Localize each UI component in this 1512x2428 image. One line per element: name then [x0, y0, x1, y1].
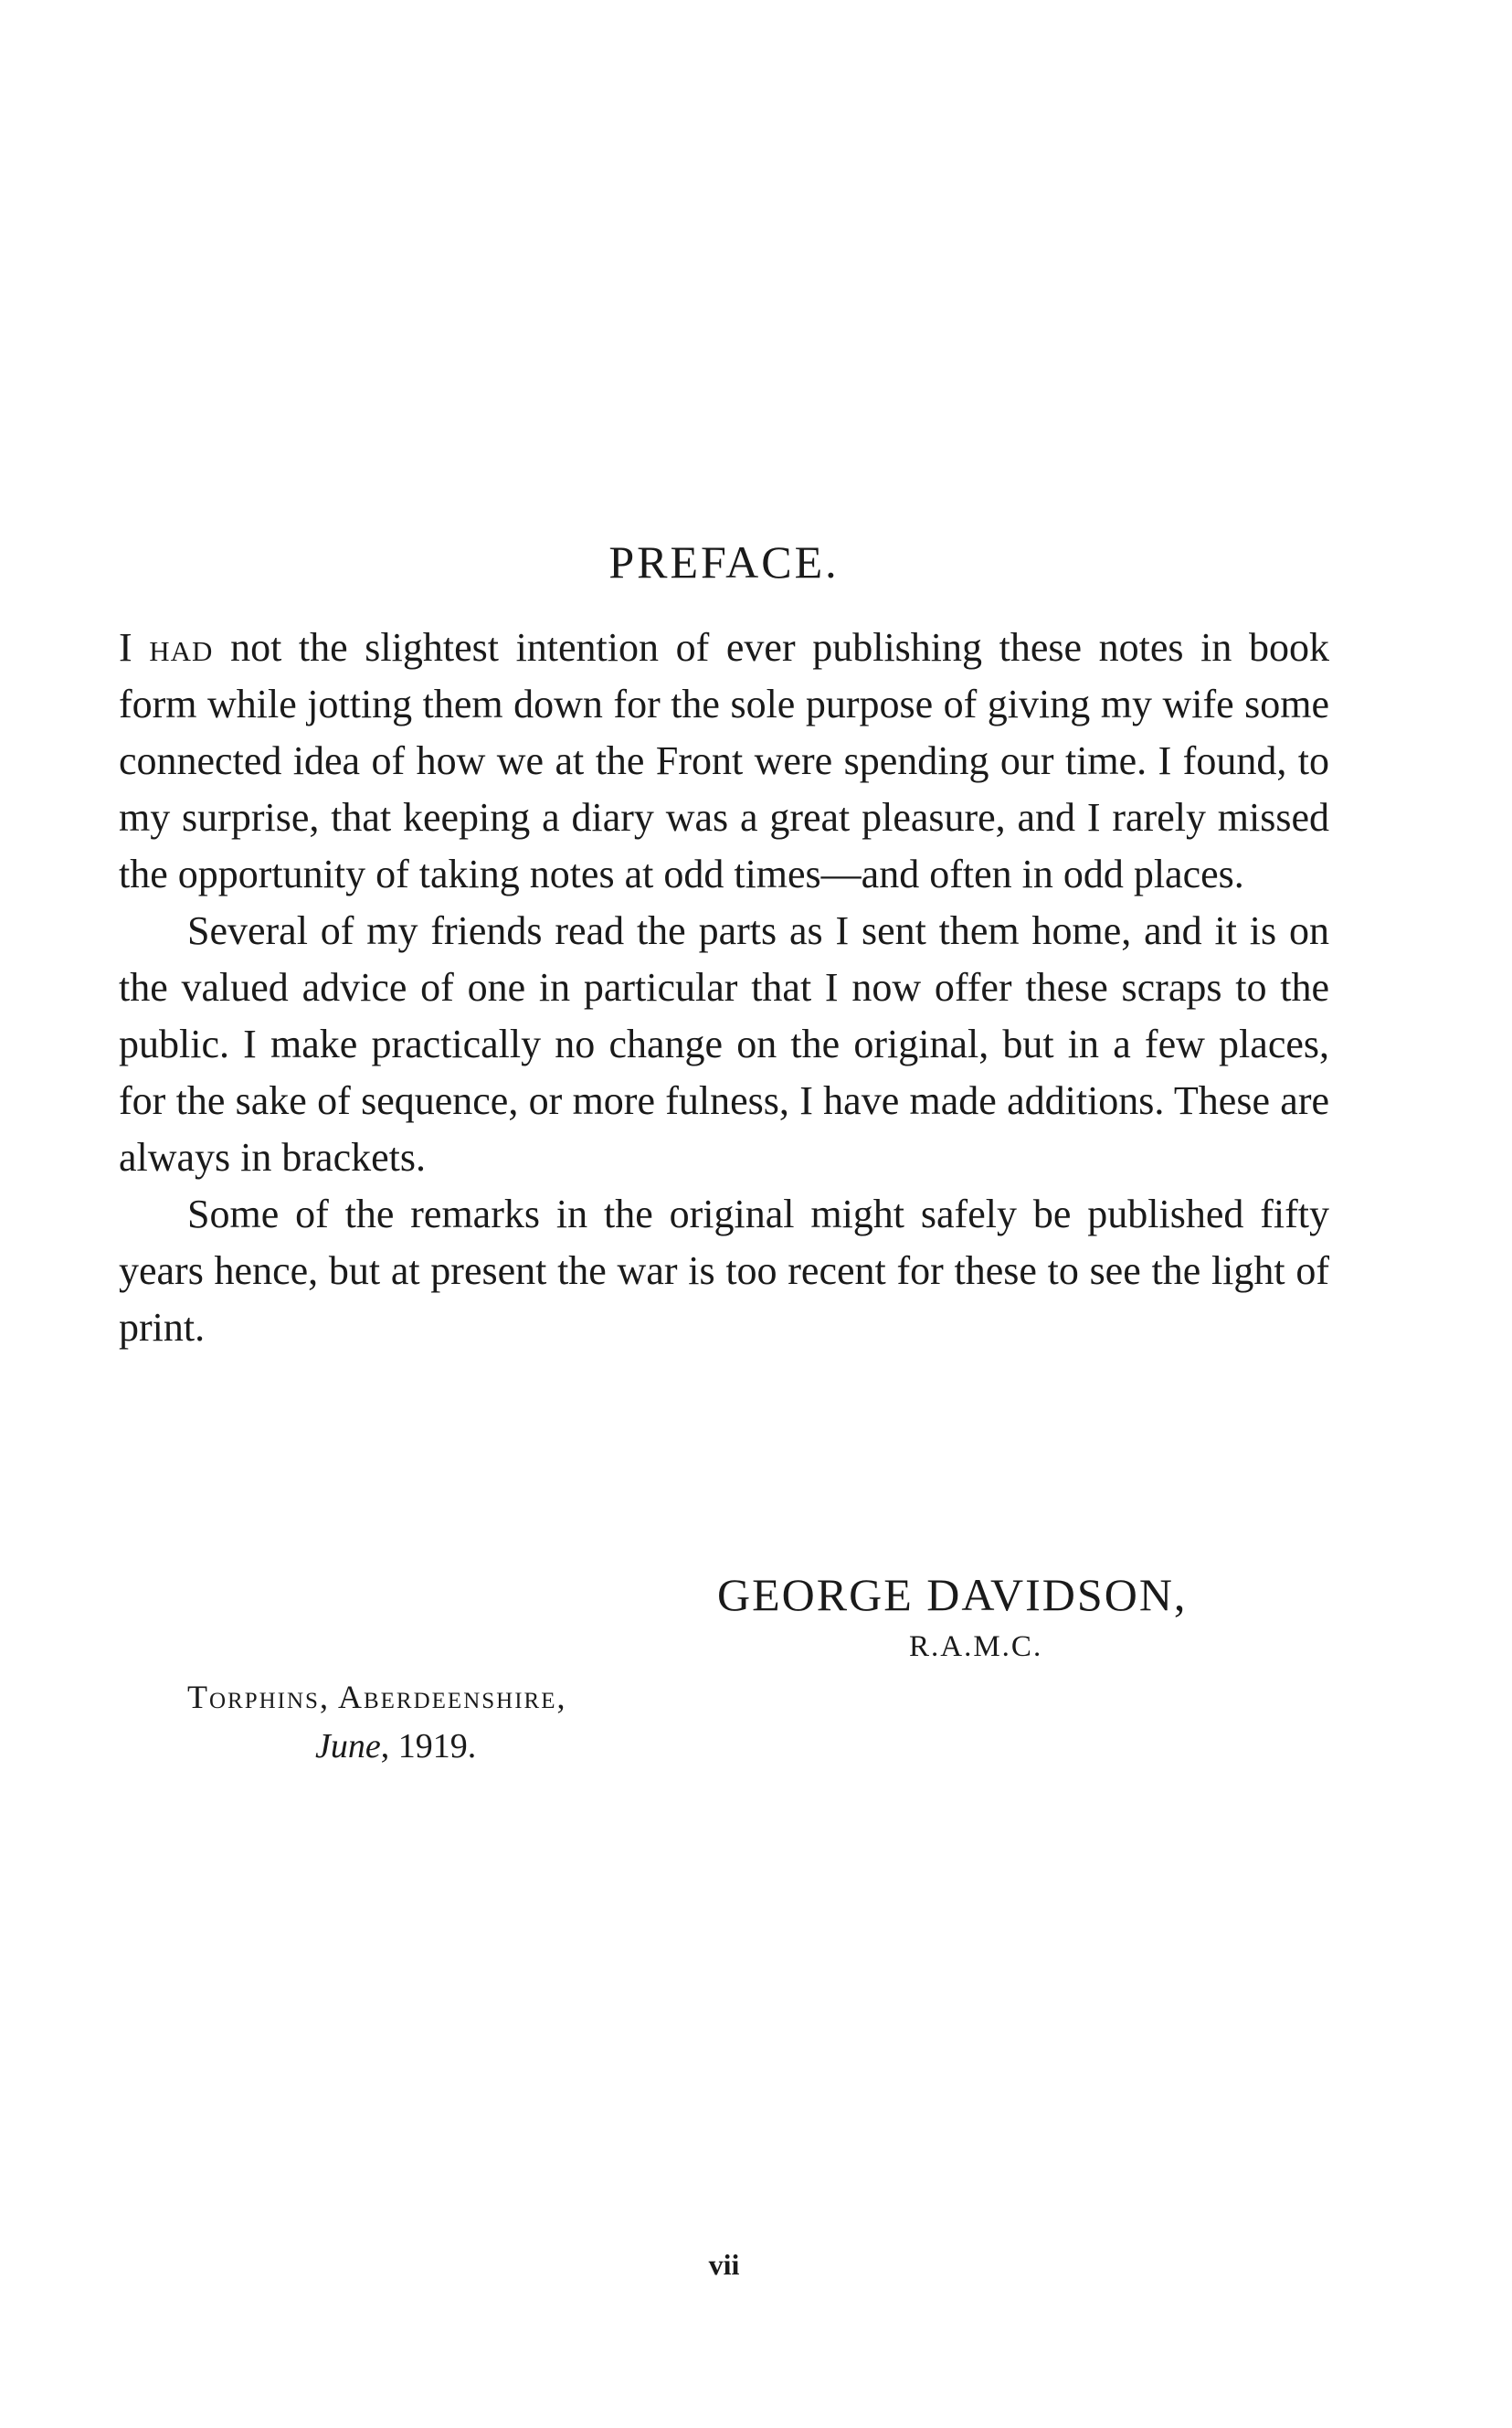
dateline-year: , 1919.: [380, 1727, 477, 1765]
dateline-date: [315, 1723, 476, 1769]
dateline-location: Torphins, Aberdeenshire,: [187, 1679, 567, 1715]
page-number: vii: [708, 2248, 740, 2281]
signature-name: GEORGE DAVIDSON,: [717, 1569, 1188, 1620]
page-title: PREFACE.: [608, 536, 840, 588]
paragraph-1-text: not the slightest intention of ever publishing these notes in book form while jotting them down for the sole purpose of giving my wife some connected idea of how we at the Front were spending our time. I found, to my surprise, that keeping a diary was a great pleasure, and I rarely missed the opportunity of taking notes at odd times—and often in odd places.: [119, 625, 1330, 896]
paragraph-1: [119, 620, 1329, 903]
dateline-month: June: [315, 1727, 381, 1765]
paragraph-3: Some of the remarks in the original might safely be published fifty years hence, but at present the war is too recent for these to see the light of print.: [119, 1192, 1329, 1350]
paragraph-1-lead-smallcaps: had: [149, 625, 214, 670]
paragraph-1-lead: I: [119, 625, 132, 670]
paragraph-2: Several of my friends read the parts as I sent them home, and it is on the valued advice of one in particular that I now offer these scraps to the public. I make practically no change on the original, but in a few places, for the sake of sequence, or more fulness, I have made additions. These are always in brackets.: [119, 908, 1329, 1180]
preface-body: [119, 620, 1329, 1356]
signature-rank: R.A.M.C.: [909, 1630, 1043, 1663]
